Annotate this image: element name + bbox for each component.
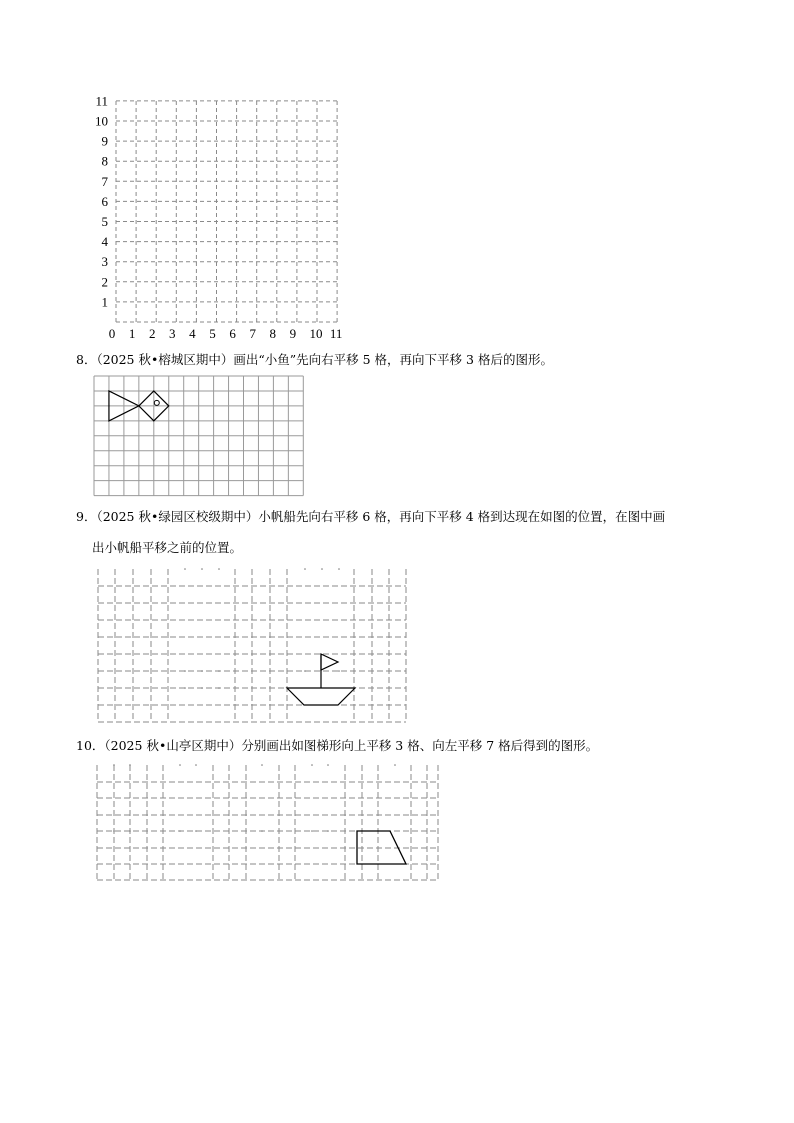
- x-tick-label: 2: [148, 326, 156, 341]
- question-text-line1: （2025 秋•绿园区校级期中）小帆船先向右平移 6 格，再向下平移 4 格到达现在如图的位置，在图中画: [96, 509, 666, 524]
- grid-dot: [113, 830, 115, 832]
- question-9-line2: [92, 540, 242, 556]
- x-tick-label: 9: [289, 326, 297, 341]
- grid-dot: [184, 670, 186, 672]
- grid-dot: [218, 687, 220, 689]
- grid-dot: [218, 568, 220, 570]
- x-tick-label: 10: [309, 326, 323, 341]
- y-tick-label: 5: [101, 214, 108, 229]
- y-tick-label: 6: [101, 193, 108, 209]
- y-tick-label: 7: [101, 173, 108, 189]
- grid-dot: [327, 830, 329, 832]
- grid-dot: [261, 830, 263, 832]
- grid-dot: [218, 670, 220, 672]
- x-tick-label: 5: [209, 326, 216, 341]
- y-tick-label: 3: [101, 254, 108, 270]
- question-number: 10．: [76, 738, 105, 753]
- grid-dot: [179, 830, 181, 832]
- grid-dot: [311, 764, 313, 766]
- grid-dot: [338, 568, 340, 570]
- question-text: （2025 秋•榕城区期中）画出“小鱼”先向右平移 5 格，再向下平移 3 格后的图形。: [96, 352, 553, 367]
- y-tick-label: 9: [101, 133, 108, 149]
- question-9: [76, 509, 665, 525]
- x-tick-label: 0: [108, 326, 116, 341]
- y-tick-label: 4: [101, 234, 108, 250]
- grid-dot: [311, 830, 313, 832]
- grid-dot: [201, 568, 203, 570]
- grid-dot: [304, 568, 306, 570]
- question-text: （2025 秋•山亭区期中）分别画出如图梯形向上平移 3 格、向左平移 7 格后得到的图形。: [104, 738, 599, 753]
- x-tick-label: 11: [329, 326, 343, 341]
- grid-dot: [321, 568, 323, 570]
- x-tick-label: 7: [249, 326, 256, 341]
- x-tick-label: 4: [189, 326, 196, 341]
- y-tick-label: 8: [101, 153, 108, 169]
- y-tick-label: 10: [95, 113, 108, 129]
- grid-dot: [195, 830, 197, 832]
- trapezoid-grid: [0, 0, 794, 140]
- grid-dot: [184, 568, 186, 570]
- grid-dot: [394, 764, 396, 766]
- grid-dot: [113, 764, 115, 766]
- y-tick-label: 11: [95, 93, 108, 109]
- grid-dot: [261, 764, 263, 766]
- question-8: [76, 352, 553, 368]
- grid-dot: [201, 687, 203, 689]
- question-number: 8．: [76, 352, 97, 367]
- grid-dot: [338, 670, 340, 672]
- sailboat-flag: [321, 654, 338, 670]
- grid-dot: [304, 670, 306, 672]
- question-text-line2: 出小帆船平移之前的位置。: [92, 540, 243, 555]
- x-tick-label: 3: [169, 326, 176, 341]
- grid-dot: [184, 687, 186, 689]
- x-tick-label: 6: [229, 326, 236, 341]
- x-tick-label: 1: [128, 326, 136, 341]
- grid-dot: [201, 670, 203, 672]
- fish-eye: [154, 400, 159, 405]
- grid-dot: [327, 764, 329, 766]
- grid-dot: [195, 764, 197, 766]
- grid-dot: [179, 764, 181, 766]
- grid-dot: [129, 764, 131, 766]
- x-tick-label: 8: [269, 326, 277, 341]
- y-tick-label: 1: [101, 294, 108, 310]
- question-10: [76, 738, 598, 754]
- question-number: 9．: [76, 509, 97, 524]
- y-tick-label: 2: [101, 274, 108, 290]
- sailboat-hull: [287, 688, 355, 705]
- grid-dot: [129, 830, 131, 832]
